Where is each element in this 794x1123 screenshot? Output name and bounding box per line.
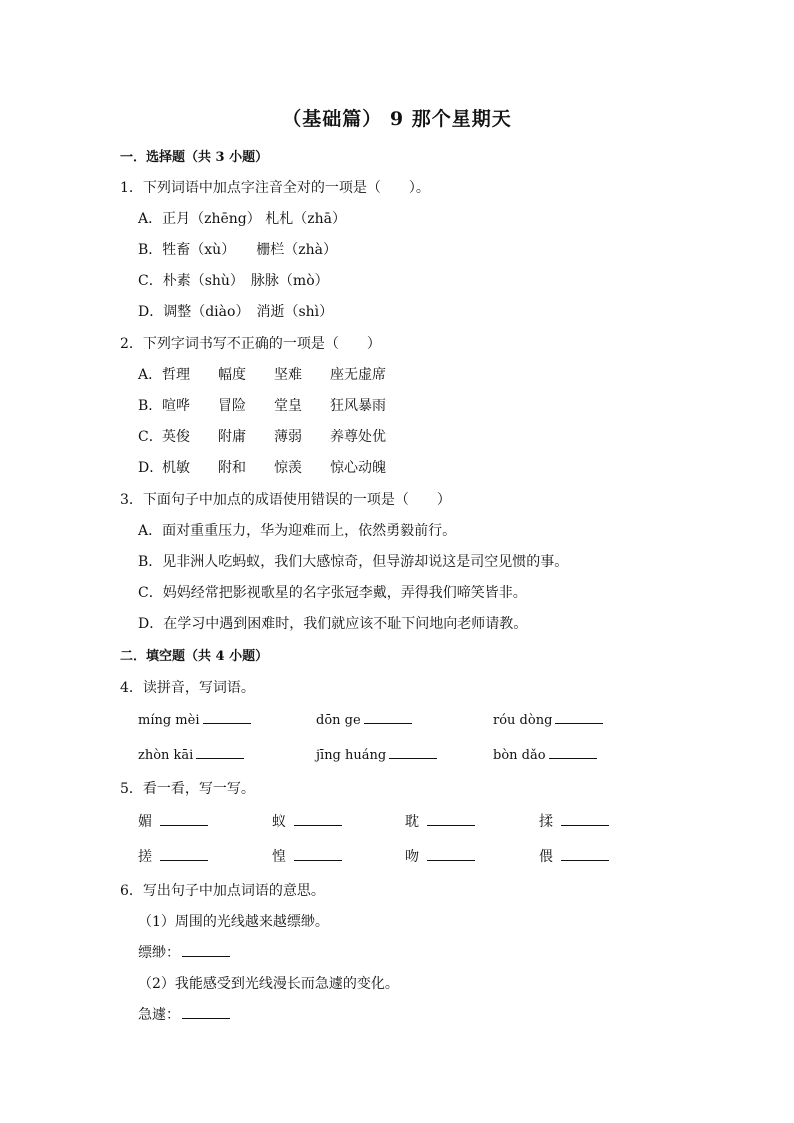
question-2-option-a: A． 哲理 幅度 坚难 座无虚席 (138, 367, 386, 383)
pinyin-item: zhòn kāi (138, 745, 244, 763)
question-6-sentence-1: （1）周围的光线越来越缥缈。 (138, 914, 329, 930)
answer-blank[interactable] (364, 710, 412, 724)
question-1-stem: 1．下列词语中加点字注音全对的一项是（ ）。 (120, 180, 430, 196)
question-2-stem: 2．下列字词书写不正确的一项是（ ） (120, 336, 381, 352)
character-item: 蚁 (272, 811, 342, 831)
question-2-option-c: C． 英俊 附庸 薄弱 养尊处优 (138, 429, 386, 445)
question-6-sentence-2: （2）我能感受到光线漫长而急遽的变化。 (138, 976, 399, 992)
character-item: 吻 (405, 846, 475, 866)
answer-blank[interactable] (182, 1005, 230, 1019)
answer-blank[interactable] (561, 812, 609, 826)
question-4-stem: 4．读拼音，写词语。 (120, 680, 255, 696)
question-3-option-c: C．妈妈经常把影视歌星的名字张冠李戴，弄得我们啼笑皆非。 (138, 585, 527, 601)
pinyin-item: dōn ge (316, 710, 412, 728)
question-2-option-d: D． 机敏 附和 惊羡 惊心动魄 (138, 460, 386, 476)
answer-blank[interactable] (294, 812, 342, 826)
answer-blank[interactable] (561, 847, 609, 861)
character-item: 揉 (539, 811, 609, 831)
answer-blank[interactable] (389, 745, 437, 759)
character-item: 耽 (405, 811, 475, 831)
question-6-stem: 6．写出句子中加点词语的意思。 (120, 883, 325, 899)
answer-blank[interactable] (555, 710, 603, 724)
answer-blank[interactable] (196, 745, 244, 759)
question-5-stem: 5．看一看，写一写。 (120, 781, 255, 797)
question-1-option-a: A．正月（zhēng） 札札（zhā） (138, 211, 346, 227)
character-item: 搓 (138, 846, 208, 866)
character-item: 惶 (272, 846, 342, 866)
question-6-answer-2: 急遽： (138, 1004, 230, 1024)
character-item: 偎 (539, 846, 609, 866)
answer-blank[interactable] (427, 847, 475, 861)
pinyin-item: míng mèi (138, 710, 251, 728)
question-3-option-a: A．面对重重压力，华为迎难而上，依然勇毅前行。 (138, 523, 457, 539)
page-title: （基础篇） 9 那个星期天 (282, 108, 512, 130)
question-3-option-b: B．见非洲人吃蚂蚁，我们大感惊奇，但导游却说这是司空见惯的事。 (138, 554, 569, 570)
question-2-option-b: B． 喧哗 冒险 堂皇 狂风暴雨 (138, 398, 386, 414)
answer-blank[interactable] (427, 812, 475, 826)
question-1-option-c: C．朴素（shù） 脉脉（mò） (138, 273, 329, 289)
pinyin-item: róu dòng (493, 710, 603, 728)
question-3-option-d: D．在学习中遇到困难时，我们就应该不耻下问地向老师请教。 (138, 616, 528, 632)
section-heading-choice: 一．选择题（共 3 小题） (120, 150, 269, 165)
answer-blank[interactable] (549, 745, 597, 759)
section-heading-fill-in: 二．填空题（共 4 小题） (120, 649, 269, 664)
pinyin-item: jīng huáng (316, 745, 437, 763)
answer-blank[interactable] (294, 847, 342, 861)
character-item: 媚 (138, 811, 208, 831)
question-1-option-b: B．牲畜（xù） 栅栏（zhà） (138, 242, 337, 258)
answer-blank[interactable] (203, 710, 251, 724)
question-1-option-d: D．调整（diào） 消逝（shì） (138, 304, 334, 320)
answer-blank[interactable] (160, 847, 208, 861)
answer-blank[interactable] (160, 812, 208, 826)
question-6-answer-1: 缥缈： (138, 942, 230, 962)
answer-blank[interactable] (182, 943, 230, 957)
question-3-stem: 3．下面句子中加点的成语使用错误的一项是（ ） (120, 492, 451, 508)
pinyin-item: bòn dǎo (493, 745, 597, 763)
